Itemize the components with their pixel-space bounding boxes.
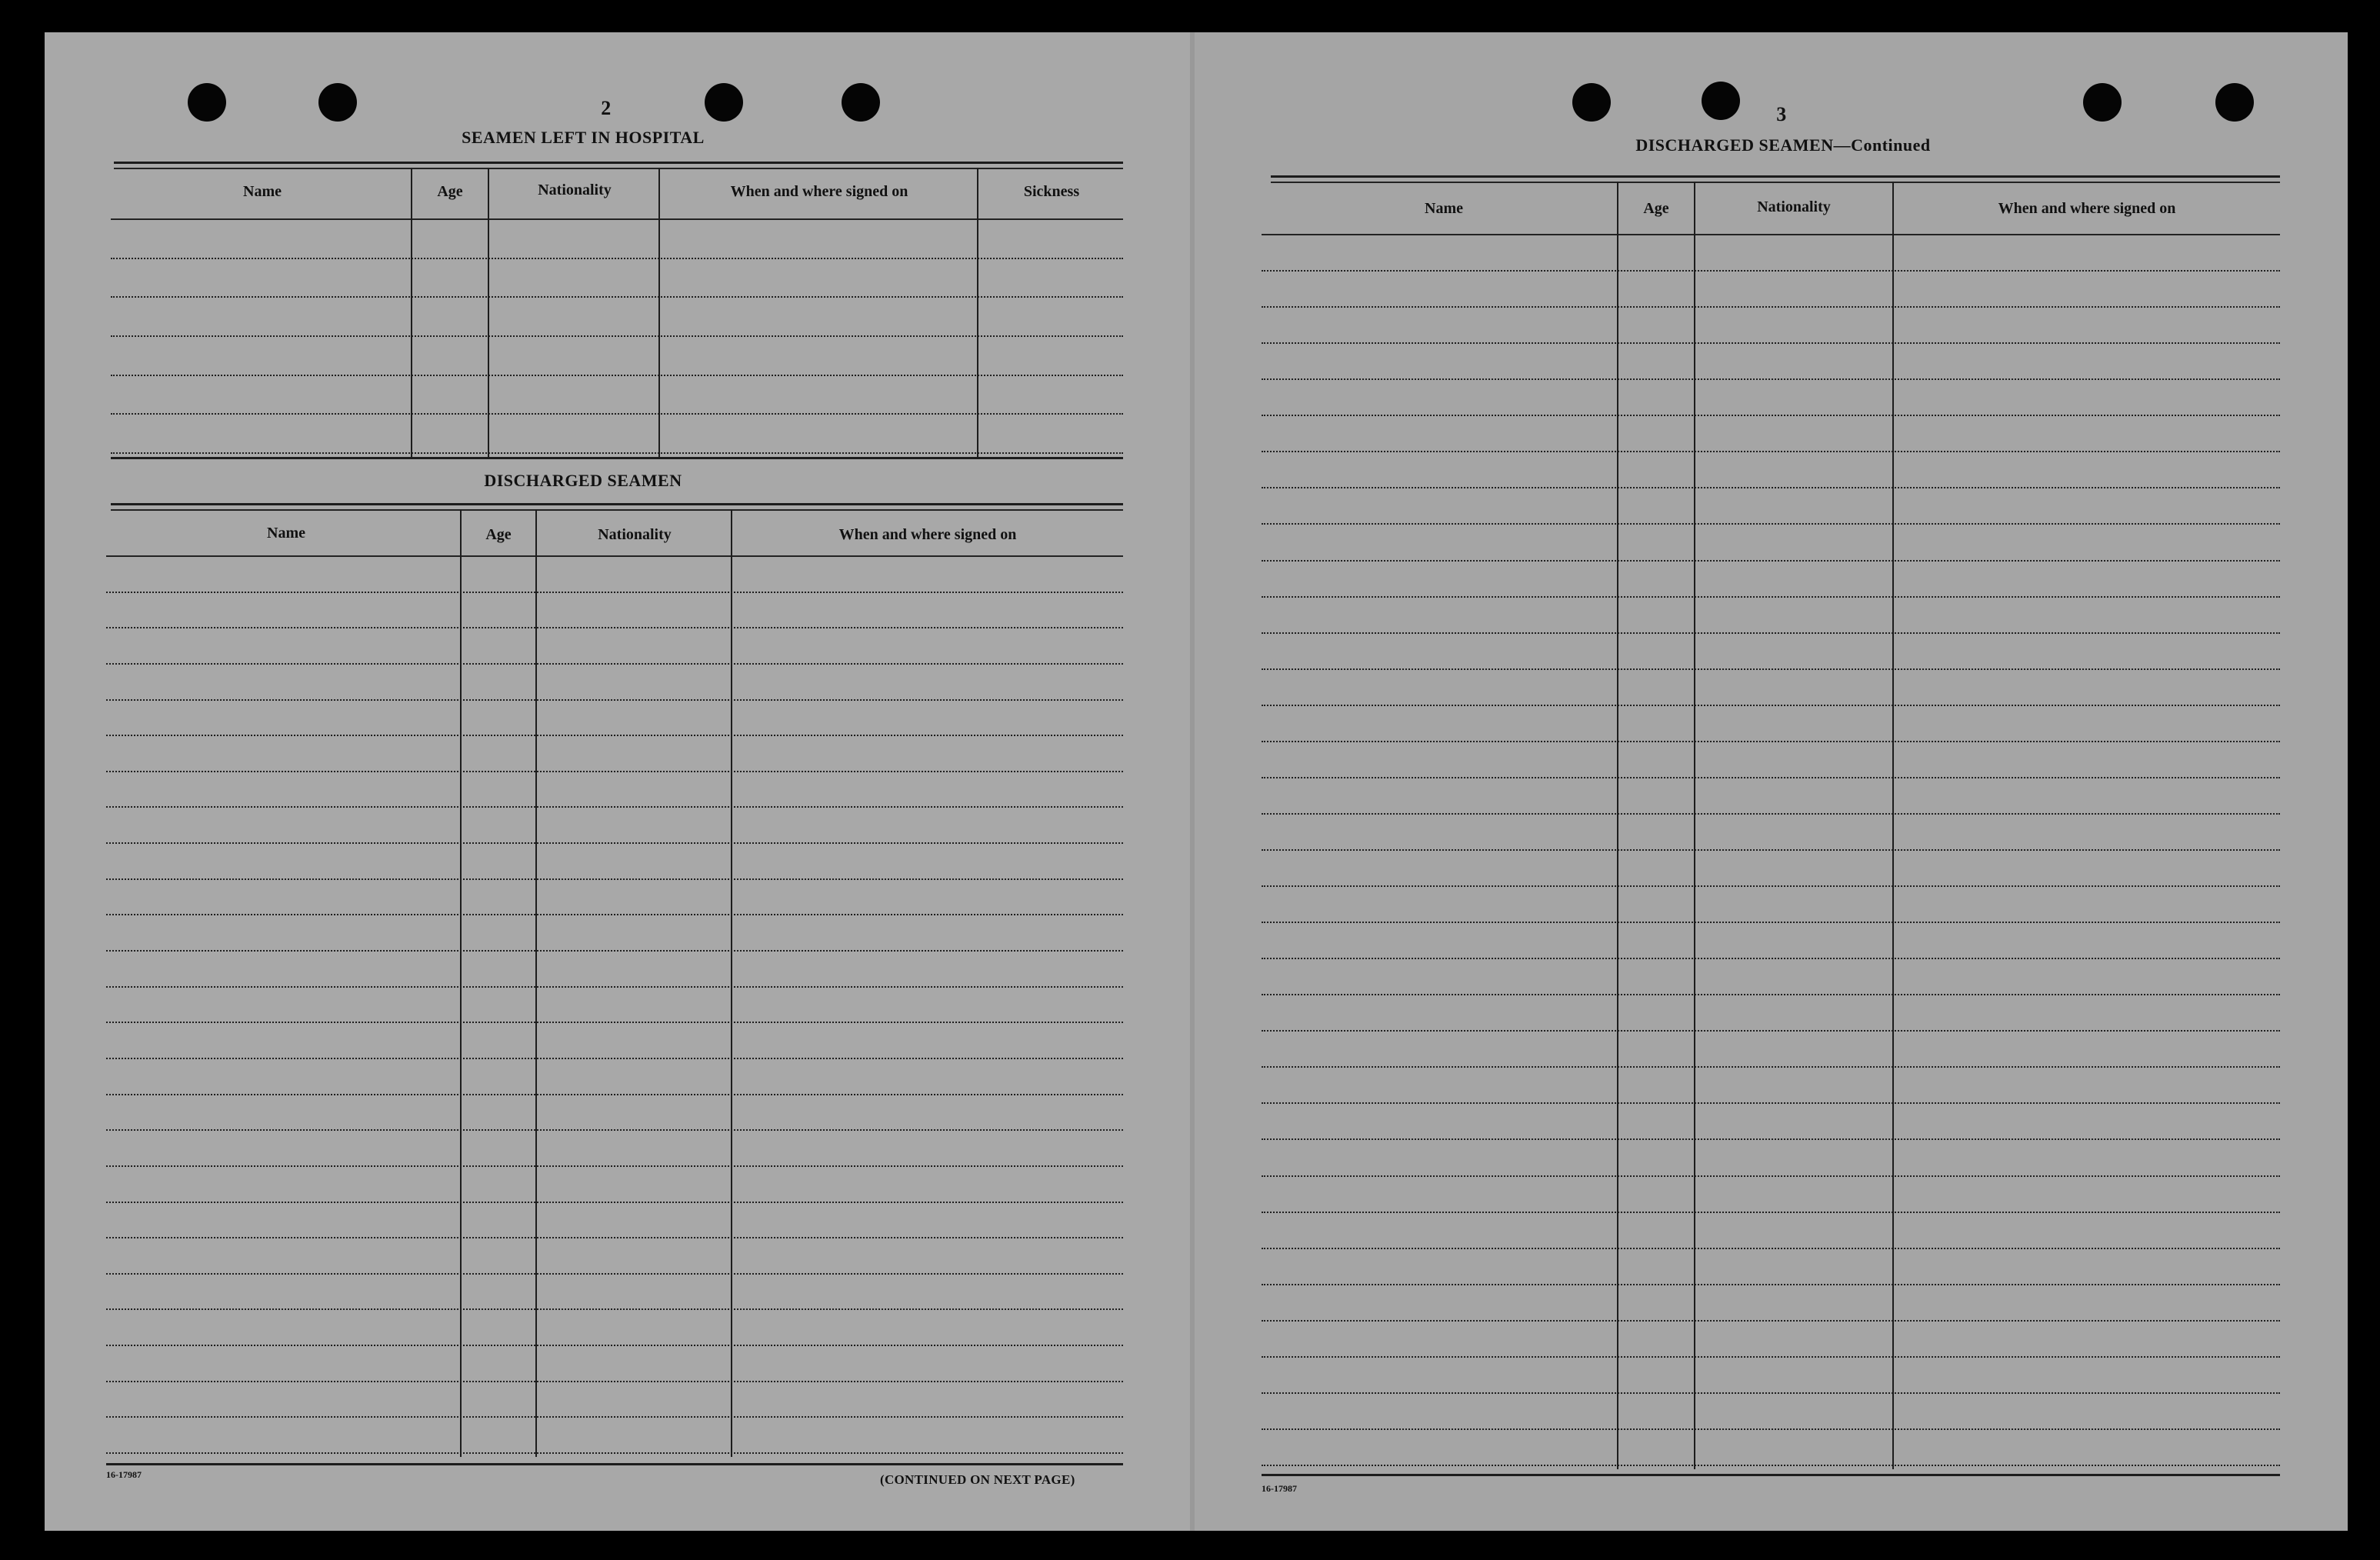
table-row-line bbox=[1262, 270, 2280, 272]
table-row-line bbox=[1262, 342, 2280, 344]
table-row-line bbox=[106, 1452, 1123, 1454]
table-row-line bbox=[106, 1273, 1123, 1275]
table-row-line bbox=[1262, 1428, 2280, 1430]
punch-hole bbox=[1572, 83, 1611, 122]
table-row-line bbox=[1262, 1392, 2280, 1394]
column-header-nationality: Nationality bbox=[598, 526, 672, 543]
table-row-line bbox=[1262, 378, 2280, 380]
table-row-line bbox=[106, 986, 1123, 988]
table-row-line bbox=[106, 592, 1123, 593]
punch-hole bbox=[842, 83, 880, 122]
header-underline bbox=[111, 218, 1123, 220]
table-row-line bbox=[1262, 1284, 2280, 1285]
table-row-line bbox=[106, 1381, 1123, 1382]
table-row-line bbox=[1262, 1212, 2280, 1213]
table-row-line bbox=[106, 1202, 1123, 1203]
table-row-line bbox=[111, 452, 1123, 454]
table-row-line bbox=[1262, 1320, 2280, 1322]
page-gutter bbox=[1190, 32, 1195, 1531]
table-row-line bbox=[1262, 1175, 2280, 1177]
column-header-name: Name bbox=[1425, 200, 1463, 217]
header-underline bbox=[1262, 234, 2280, 235]
column-divider bbox=[731, 509, 732, 1457]
table-row-line bbox=[1262, 813, 2280, 815]
table-row-line bbox=[106, 699, 1123, 701]
discharged-section-title: DISCHARGED SEAMEN bbox=[484, 471, 682, 490]
table-row-line bbox=[1262, 1102, 2280, 1104]
header-underline bbox=[106, 555, 1123, 557]
table-row-line bbox=[106, 1129, 1123, 1131]
column-divider bbox=[1892, 182, 1894, 1469]
page-number: 2 bbox=[601, 97, 612, 119]
column-divider bbox=[977, 168, 978, 457]
table-row-line bbox=[111, 258, 1123, 259]
table-row-line bbox=[106, 1237, 1123, 1238]
table-row-line bbox=[1262, 596, 2280, 598]
punch-hole bbox=[188, 83, 226, 122]
table-row-line bbox=[106, 914, 1123, 915]
table-row-line bbox=[106, 735, 1123, 736]
table-bottom-rule bbox=[111, 457, 1123, 459]
table-bottom-rule bbox=[1262, 1474, 2280, 1476]
table-row-line bbox=[1262, 849, 2280, 851]
table-row-line bbox=[1262, 451, 2280, 452]
table-row-line bbox=[111, 375, 1123, 376]
table-row-line bbox=[1262, 922, 2280, 923]
table-row-line bbox=[106, 1022, 1123, 1023]
column-header-signed-on: When and where signed on bbox=[838, 526, 1017, 543]
column-divider bbox=[460, 509, 462, 1457]
table-row-line bbox=[1262, 560, 2280, 562]
table-row-line bbox=[106, 1165, 1123, 1167]
table-row-line bbox=[1262, 741, 2280, 742]
table-row-line bbox=[1262, 1030, 2280, 1032]
table-row-line bbox=[1262, 885, 2280, 887]
table-row-line bbox=[1262, 1248, 2280, 1249]
table-row-line bbox=[106, 771, 1123, 772]
document-spread bbox=[45, 32, 2348, 1531]
table-row-line bbox=[1262, 487, 2280, 488]
form-code: 16-17987 bbox=[1262, 1483, 1297, 1494]
column-divider bbox=[411, 168, 412, 457]
punch-hole bbox=[1702, 82, 1740, 120]
table-row-line bbox=[111, 413, 1123, 415]
column-header-nationality: Nationality bbox=[538, 182, 612, 198]
column-divider bbox=[658, 168, 660, 457]
punch-hole bbox=[2215, 83, 2254, 122]
table-top-rule bbox=[114, 168, 1123, 169]
discharged-continued-title: DISCHARGED SEAMEN—Continued bbox=[1635, 135, 1931, 155]
column-header-name: Name bbox=[243, 183, 282, 200]
table-row-line bbox=[1262, 415, 2280, 416]
table-row-line bbox=[111, 296, 1123, 298]
table-row-line bbox=[106, 1416, 1123, 1418]
table-row-line bbox=[1262, 523, 2280, 525]
column-divider bbox=[1617, 182, 1618, 1469]
column-header-signed-on: When and where signed on bbox=[1998, 200, 2176, 217]
table-row-line bbox=[106, 950, 1123, 952]
column-divider bbox=[1694, 182, 1695, 1469]
table-bottom-rule bbox=[106, 1463, 1123, 1465]
column-header-sickness: Sickness bbox=[1023, 183, 1080, 200]
table-row-line bbox=[1262, 668, 2280, 670]
hospital-section-title: SEAMEN LEFT IN HOSPITAL bbox=[462, 128, 705, 147]
table-row-line bbox=[106, 1094, 1123, 1095]
punch-hole bbox=[318, 83, 357, 122]
table-row-line bbox=[1262, 777, 2280, 778]
right-page bbox=[1192, 32, 2348, 1531]
column-divider bbox=[488, 168, 489, 457]
page-number: 3 bbox=[1776, 103, 1787, 125]
table-row-line bbox=[1262, 1465, 2280, 1466]
table-row-line bbox=[106, 1345, 1123, 1346]
column-header-name: Name bbox=[267, 525, 305, 542]
table-row-line bbox=[106, 878, 1123, 880]
column-header-nationality: Nationality bbox=[1757, 198, 1831, 215]
table-row-line bbox=[1262, 994, 2280, 995]
table-row-line bbox=[1262, 705, 2280, 706]
continued-note: (CONTINUED ON NEXT PAGE) bbox=[880, 1472, 1075, 1487]
column-header-signed-on: When and where signed on bbox=[730, 183, 908, 200]
table-row-line bbox=[106, 1308, 1123, 1310]
table-row-line bbox=[106, 1058, 1123, 1059]
table-top-rule bbox=[1271, 182, 2280, 183]
table-row-line bbox=[111, 335, 1123, 337]
punch-hole bbox=[705, 83, 743, 122]
table-row-line bbox=[1262, 1066, 2280, 1068]
table-row-line bbox=[106, 806, 1123, 808]
table-row-line bbox=[1262, 306, 2280, 308]
table-row-line bbox=[106, 627, 1123, 628]
table-row-line bbox=[1262, 632, 2280, 634]
table-row-line bbox=[106, 663, 1123, 665]
table-top-rule bbox=[114, 162, 1123, 164]
form-code: 16-17987 bbox=[106, 1469, 142, 1480]
table-row-line bbox=[1262, 1356, 2280, 1358]
table-top-rule bbox=[111, 503, 1123, 505]
column-divider bbox=[535, 509, 537, 1457]
table-row-line bbox=[1262, 958, 2280, 959]
table-row-line bbox=[1262, 1138, 2280, 1140]
column-header-age: Age bbox=[485, 526, 512, 543]
table-row-line bbox=[106, 842, 1123, 844]
table-top-rule bbox=[111, 509, 1123, 511]
column-header-age: Age bbox=[1643, 200, 1669, 217]
table-top-rule bbox=[1271, 175, 2280, 178]
punch-hole bbox=[2083, 83, 2122, 122]
column-header-age: Age bbox=[437, 183, 463, 200]
